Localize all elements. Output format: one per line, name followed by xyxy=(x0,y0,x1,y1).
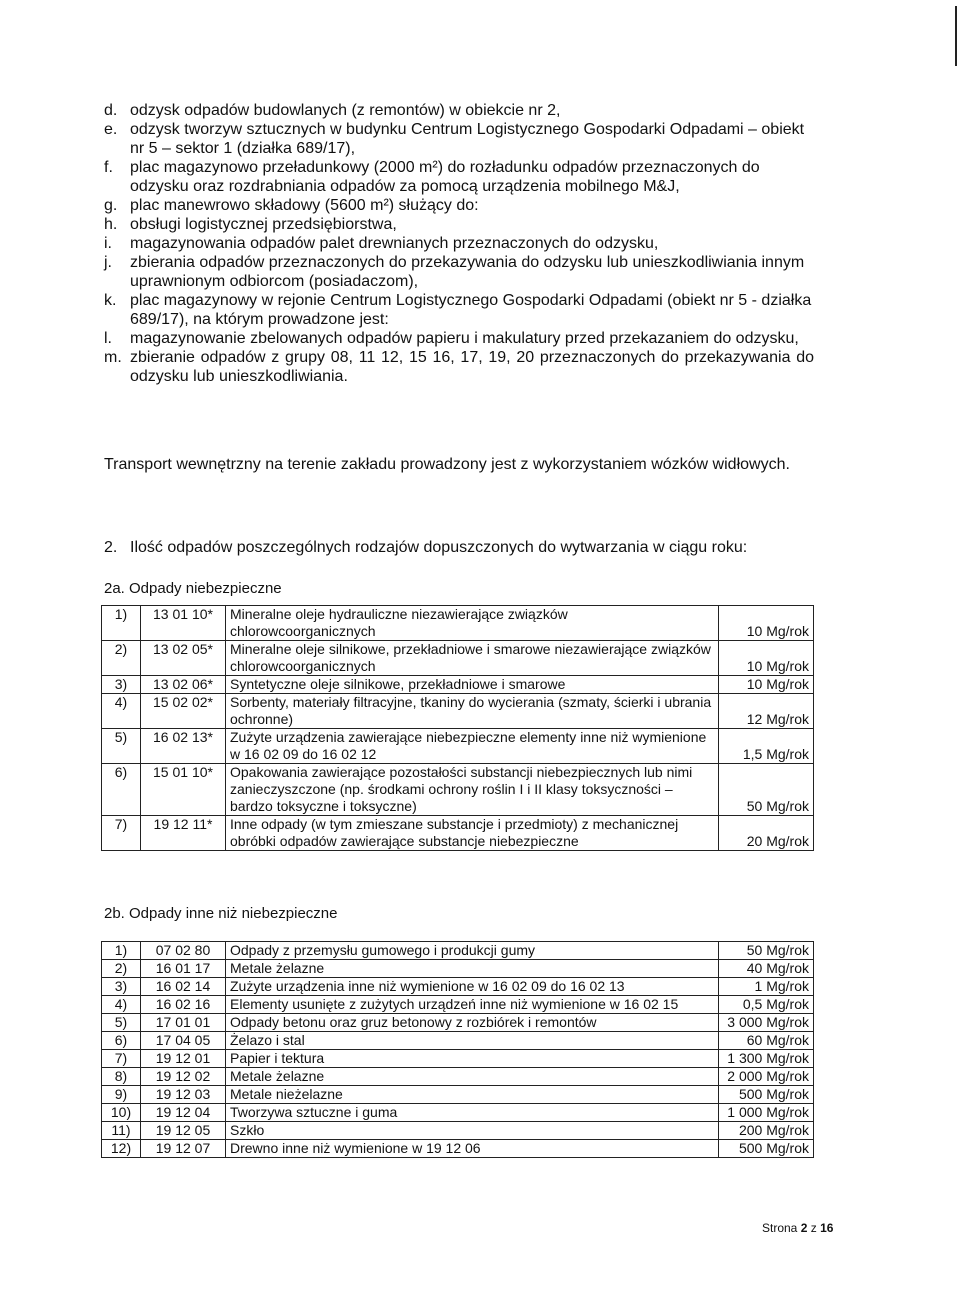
waste-code: 19 12 04 xyxy=(141,1104,226,1122)
row-number: 11) xyxy=(102,1122,141,1140)
row-number: 2) xyxy=(102,960,141,978)
table-row xyxy=(102,978,814,996)
row-number: 3) xyxy=(102,978,141,996)
waste-description: Szkło xyxy=(226,1122,719,1140)
table-row xyxy=(102,641,814,676)
waste-description: Zużyte urządzenia inne niż wymienione w 16 02 09 do 16 02 13 xyxy=(226,978,719,996)
waste-description: Tworzywa sztuczne i guma xyxy=(226,1104,719,1122)
section-2-number: 2. xyxy=(104,539,118,556)
waste-code: 16 02 14 xyxy=(141,978,226,996)
waste-description: Żelazo i stal xyxy=(226,1032,719,1050)
waste-code: 19 12 07 xyxy=(141,1140,226,1158)
list-item xyxy=(104,120,814,158)
waste-quantity: 50 Mg/rok xyxy=(719,764,814,816)
location-list xyxy=(104,101,814,386)
waste-code: 17 01 01 xyxy=(141,1014,226,1032)
waste-quantity: 20 Mg/rok xyxy=(719,816,814,851)
list-item-text: obsługi logistycznej przedsiębiorstwa, xyxy=(130,216,397,233)
list-item-letter: l. xyxy=(104,330,112,347)
table-row xyxy=(102,1068,814,1086)
waste-quantity: 1 Mg/rok xyxy=(719,978,814,996)
waste-quantity: 2 000 Mg/rok xyxy=(719,1068,814,1086)
list-item-text: odzysk tworzyw sztucznych w budynku Centrum Logistycznego Gospodarki Odpadami – obiekt nr 5 – sektor 1 (działka 689/17), xyxy=(130,121,805,157)
waste-description: Odpady z przemysłu gumowego i produkcji gumy xyxy=(226,942,719,960)
table-row xyxy=(102,1104,814,1122)
waste-code: 13 02 05* xyxy=(141,641,226,676)
list-item xyxy=(104,158,814,196)
list-item-text: odzysk odpadów budowlanych (z remontów) w obiekcie nr 2, xyxy=(130,102,561,119)
footer-middle: z xyxy=(807,1221,821,1235)
transport-paragraph: Transport wewnętrzny na terenie zakładu prowadzony jest z wykorzystaniem wózków widłowych. xyxy=(104,456,790,473)
list-item-text: zbieranie odpadów z grupy 08, 11 12, 15 16, 17, 19, 20 przeznaczonych do przekazywania do odzysku lub unieszkodliwiania. xyxy=(130,349,814,385)
table-row xyxy=(102,816,814,851)
waste-quantity: 1 300 Mg/rok xyxy=(719,1050,814,1068)
row-number: 7) xyxy=(102,1050,141,1068)
table-row xyxy=(102,1050,814,1068)
waste-description: Opakowania zawierające pozostałości substancji niebezpiecznych lub nimi zanieczyszczone (np. środkami ochrony roślin I i II klasy toksyczności – bardzo toksyczne i toksyczne) xyxy=(226,764,719,816)
waste-code: 16 02 16 xyxy=(141,996,226,1014)
table-row xyxy=(102,694,814,729)
page-footer xyxy=(762,1221,833,1235)
waste-quantity: 10 Mg/rok xyxy=(719,676,814,694)
table-row xyxy=(102,729,814,764)
table-row xyxy=(102,942,814,960)
waste-description: Elementy usunięte z zużytych urządzeń inne niż wymienione w 16 02 15 xyxy=(226,996,719,1014)
row-number: 5) xyxy=(102,1014,141,1032)
list-item-text: plac magazynowo przeładunkowy (2000 m²) do rozładunku odpadów przeznaczonych do odzysku oraz rozdrabniania odpadów za pomocą urządzenia mobilnego M&J, xyxy=(130,159,760,195)
waste-description: Metale żelazne xyxy=(226,1068,719,1086)
waste-quantity: 3 000 Mg/rok xyxy=(719,1014,814,1032)
waste-code: 19 12 02 xyxy=(141,1068,226,1086)
waste-description: Mineralne oleje silnikowe, przekładniowe i smarowe niezawierające związków chlorowcoorganicznych xyxy=(226,641,719,676)
table-row xyxy=(102,1086,814,1104)
list-item-letter: h. xyxy=(104,216,118,233)
waste-description: Mineralne oleje hydrauliczne niezawierające związków chlorowcoorganicznych xyxy=(226,606,719,641)
waste-quantity: 0,5 Mg/rok xyxy=(719,996,814,1014)
waste-code: 15 02 02* xyxy=(141,694,226,729)
waste-description: Drewno inne niż wymienione w 19 12 06 xyxy=(226,1140,719,1158)
waste-quantity: 50 Mg/rok xyxy=(719,942,814,960)
waste-code: 19 12 05 xyxy=(141,1122,226,1140)
waste-code: 19 12 11* xyxy=(141,816,226,851)
table-row xyxy=(102,1140,814,1158)
list-item-letter: e. xyxy=(104,121,118,138)
row-number: 5) xyxy=(102,729,141,764)
waste-code: 16 01 17 xyxy=(141,960,226,978)
scan-edge-line xyxy=(955,6,957,66)
waste-description: Metale nieżelazne xyxy=(226,1086,719,1104)
waste-description: Sorbenty, materiały filtracyjne, tkaniny do wycierania (szmaty, ścierki i ubrania ochronne) xyxy=(226,694,719,729)
list-item xyxy=(104,348,814,386)
waste-description: Syntetyczne oleje silnikowe, przekładniowe i smarowe xyxy=(226,676,719,694)
waste-description: Papier i tektura xyxy=(226,1050,719,1068)
footer-prefix: Strona xyxy=(762,1221,801,1235)
waste-quantity: 1 000 Mg/rok xyxy=(719,1104,814,1122)
waste-code: 19 12 03 xyxy=(141,1086,226,1104)
list-item-letter: i. xyxy=(104,235,112,252)
waste-quantity: 10 Mg/rok xyxy=(719,641,814,676)
table-row xyxy=(102,676,814,694)
waste-code: 13 01 10* xyxy=(141,606,226,641)
other-title: 2b. Odpady inne niż niebezpieczne xyxy=(104,905,338,922)
hazardous-waste-table xyxy=(101,605,814,851)
waste-description: Odpady betonu oraz gruz betonowy z rozbiórek i remontów xyxy=(226,1014,719,1032)
table-row xyxy=(102,764,814,816)
waste-code: 07 02 80 xyxy=(141,942,226,960)
list-item-letter: d. xyxy=(104,102,118,119)
list-item-text: plac manewrowo składowy (5600 m²) służący do: xyxy=(130,197,479,214)
footer-current-page: 2 xyxy=(800,1221,808,1235)
list-item xyxy=(104,101,814,120)
table-row xyxy=(102,960,814,978)
row-number: 1) xyxy=(102,606,141,641)
row-number: 3) xyxy=(102,676,141,694)
list-item-text: magazynowania odpadów palet drewnianych przeznaczonych do odzysku, xyxy=(130,235,659,252)
row-number: 4) xyxy=(102,996,141,1014)
list-item-letter: g. xyxy=(104,197,118,214)
list-item xyxy=(104,329,814,348)
waste-quantity: 500 Mg/rok xyxy=(719,1086,814,1104)
section-2-title: Ilość odpadów poszczególnych rodzajów dopuszczonych do wytwarzania w ciągu roku: xyxy=(130,539,748,556)
list-item-letter: m. xyxy=(104,349,122,366)
waste-quantity: 1,5 Mg/rok xyxy=(719,729,814,764)
row-number: 9) xyxy=(102,1086,141,1104)
list-item xyxy=(104,291,814,329)
waste-quantity: 12 Mg/rok xyxy=(719,694,814,729)
row-number: 10) xyxy=(102,1104,141,1122)
list-item xyxy=(104,253,814,291)
list-item-text: magazynowanie zbelowanych odpadów papieru i makulatury przed przekazaniem do odzysku, xyxy=(130,330,799,347)
footer-total-pages: 16 xyxy=(820,1221,834,1235)
list-item-letter: f. xyxy=(104,159,113,176)
waste-code: 16 02 13* xyxy=(141,729,226,764)
table-row xyxy=(102,1122,814,1140)
list-item xyxy=(104,234,814,253)
waste-description: Metale żelazne xyxy=(226,960,719,978)
waste-code: 13 02 06* xyxy=(141,676,226,694)
list-item-text: plac magazynowy w rejonie Centrum Logistycznego Gospodarki Odpadami (obiekt nr 5 - działka 689/17), na którym prowadzone jest: xyxy=(130,292,812,328)
row-number: 12) xyxy=(102,1140,141,1158)
list-item-text: zbierania odpadów przeznaczonych do przekazywania do odzysku lub unieszkodliwiania innym uprawnionym odbiorcom (posiadaczom), xyxy=(130,254,805,290)
waste-quantity: 40 Mg/rok xyxy=(719,960,814,978)
list-item xyxy=(104,196,814,215)
section-2-heading xyxy=(104,538,747,557)
row-number: 2) xyxy=(102,641,141,676)
row-number: 4) xyxy=(102,694,141,729)
row-number: 6) xyxy=(102,764,141,816)
list-item xyxy=(104,215,814,234)
waste-quantity: 60 Mg/rok xyxy=(719,1032,814,1050)
row-number: 1) xyxy=(102,942,141,960)
list-item-letter: j. xyxy=(104,254,112,271)
waste-code: 19 12 01 xyxy=(141,1050,226,1068)
list-item-letter: k. xyxy=(104,292,117,309)
waste-code: 15 01 10* xyxy=(141,764,226,816)
row-number: 7) xyxy=(102,816,141,851)
row-number: 8) xyxy=(102,1068,141,1086)
table-row xyxy=(102,606,814,641)
row-number: 6) xyxy=(102,1032,141,1050)
hazardous-title: 2a. Odpady niebezpieczne xyxy=(104,580,282,597)
table-row xyxy=(102,1014,814,1032)
other-waste-table xyxy=(101,941,814,1158)
waste-quantity: 500 Mg/rok xyxy=(719,1140,814,1158)
waste-description: Zużyte urządzenia zawierające niebezpieczne elementy inne niż wymienione w 16 02 09 do 16 02 12 xyxy=(226,729,719,764)
waste-code: 17 04 05 xyxy=(141,1032,226,1050)
waste-quantity: 10 Mg/rok xyxy=(719,606,814,641)
waste-description: Inne odpady (w tym zmieszane substancje i przedmioty) z mechanicznej obróbki odpadów zawierające substancje niebezpieczne xyxy=(226,816,719,851)
table-row xyxy=(102,1032,814,1050)
table-row xyxy=(102,996,814,1014)
waste-quantity: 200 Mg/rok xyxy=(719,1122,814,1140)
